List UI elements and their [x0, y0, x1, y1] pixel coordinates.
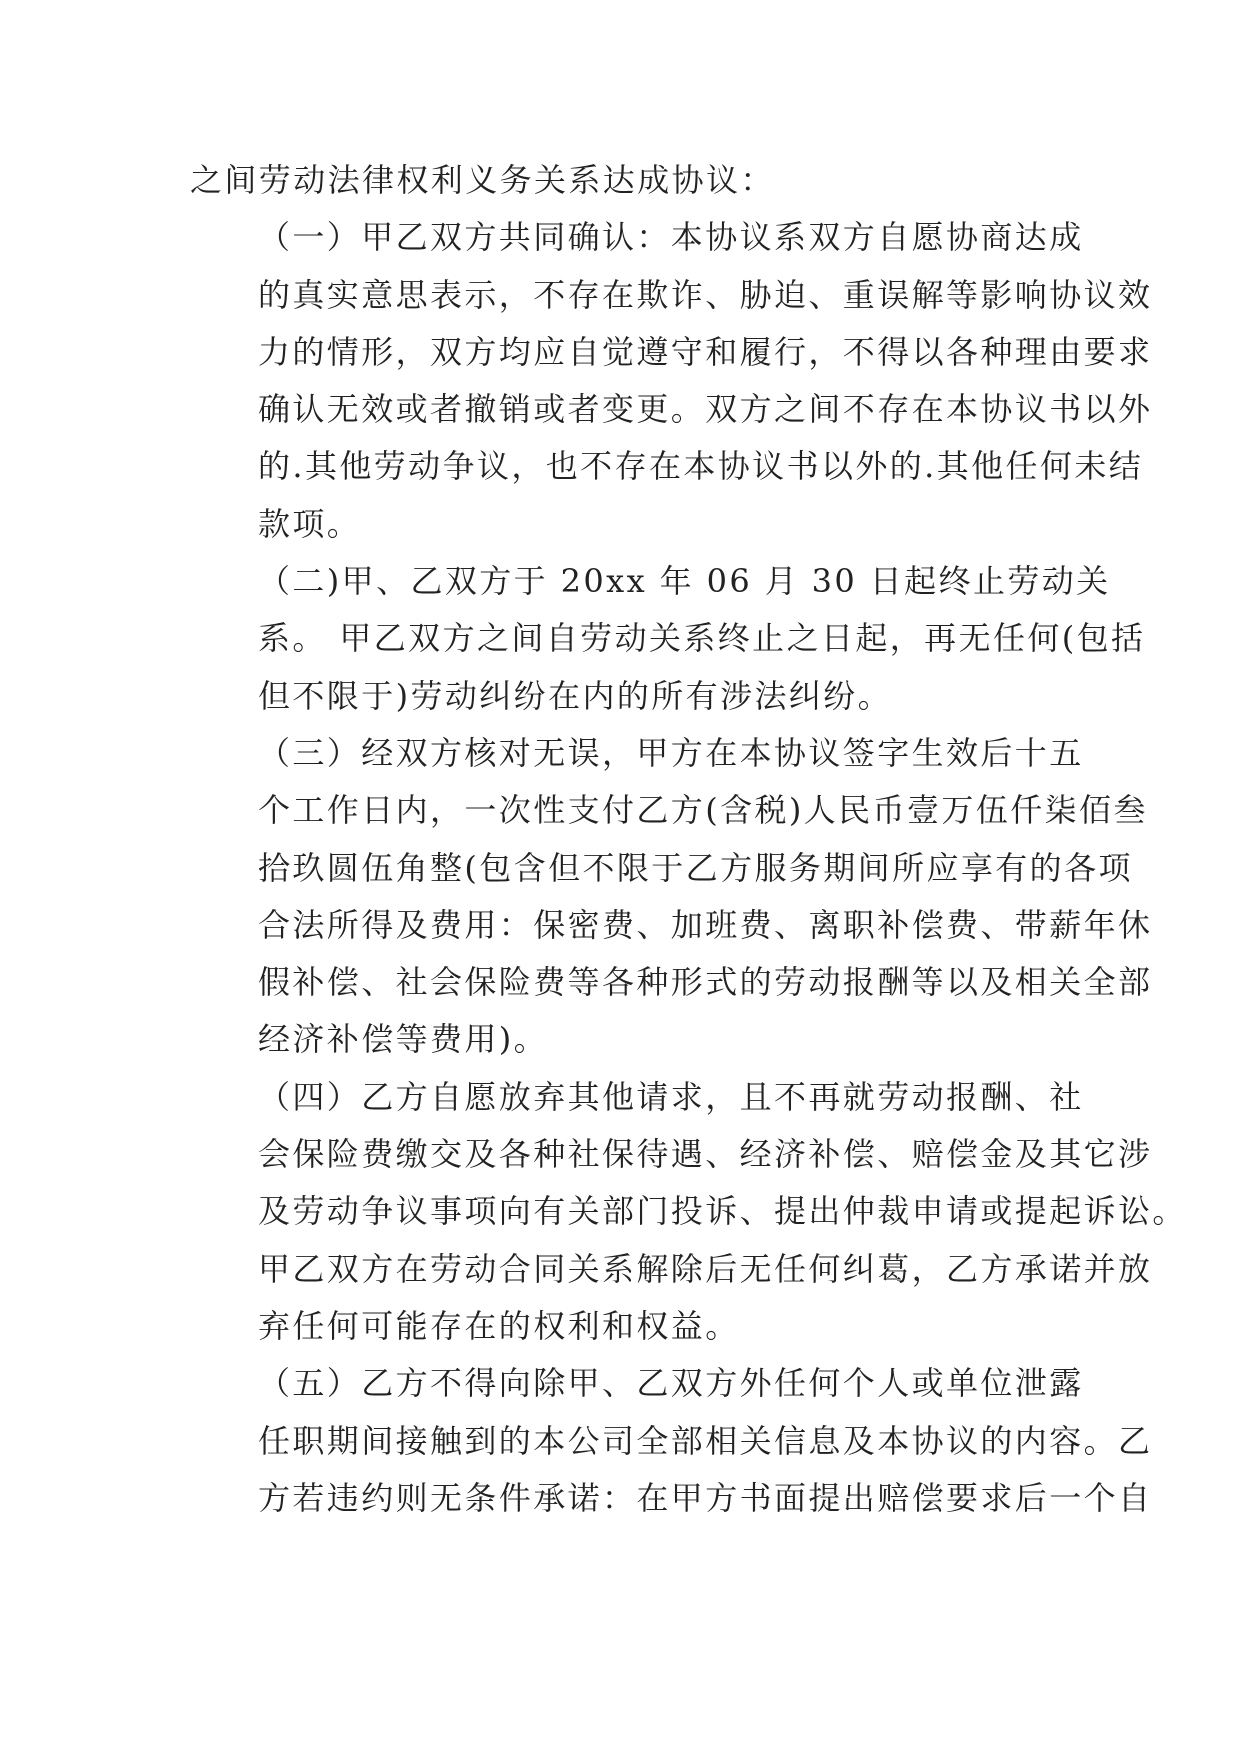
text-line: 及劳动争议事项向有关部门投诉、提出仲裁申请或提起诉讼。 — [258, 1192, 1187, 1231]
paragraph-clause-3 — [190, 725, 1153, 1069]
text-line: 的.其他劳动争议，也不存在本协议书以外的.其他任何未结 — [258, 447, 1144, 486]
text-line: 合法所得及费用：保密费、加班费、离职补偿费、带薪年休 — [258, 905, 1153, 944]
text-line: 弃任何可能存在的权利和权益。 — [258, 1306, 740, 1345]
paragraph-intro — [190, 152, 1060, 209]
text-line: 的真实意思表示，不存在欺诈、胁迫、重误解等影响协议效 — [258, 275, 1153, 314]
text-line: 方若违约则无条件承诺：在甲方书面提出赔偿要求后一个自 — [258, 1478, 1153, 1517]
text-line: 假补偿、社会保险费等各种形式的劳动报酬等以及相关全部 — [258, 963, 1153, 1002]
text-line: （二)甲、乙双方于 20xx 年 06 月 30 日起终止劳动关 — [258, 562, 1111, 601]
text-line: 个工作日内，一次性支付乙方(含税)人民币壹万伍仟柒佰叁 — [258, 791, 1148, 830]
document-body — [190, 152, 1187, 1527]
text-line: 力的情形，双方均应自觉遵守和履行，不得以各种理由要求 — [258, 332, 1153, 371]
text-line: 会保险费缴交及各种社保待遇、经济补偿、赔偿金及其它涉 — [258, 1135, 1153, 1174]
text-line: （五）乙方不得向除甲、乙双方外任何个人或单位泄露 — [258, 1364, 1084, 1403]
text-line: （三）经双方核对无误，甲方在本协议签字生效后十五 — [258, 733, 1084, 772]
paragraph-clause-1 — [190, 209, 1153, 553]
paragraph-clause-4 — [190, 1069, 1187, 1355]
paragraph-clause-5 — [190, 1355, 1153, 1527]
text-line: 但不限于)劳动纠纷在内的所有涉法纠纷。 — [258, 676, 893, 715]
text-line: 之间劳动法律权利义务关系达成协议： — [190, 161, 775, 199]
text-line: 拾玖圆伍角整(包含但不限于乙方服务期间所应享有的各项 — [258, 848, 1133, 887]
text-line: （四）乙方自愿放弃其他请求，且不再就劳动报酬、社 — [258, 1077, 1084, 1116]
text-line: 确认无效或者撤销或者变更。双方之间不存在本协议书以外 — [258, 390, 1153, 429]
text-line: 任职期间接触到的本公司全部相关信息及本协议的内容。乙 — [258, 1421, 1153, 1460]
paragraph-clause-2 — [190, 553, 1146, 725]
text-line: 甲乙双方在劳动合同关系解除后无任何纠葛，乙方承诺并放 — [258, 1249, 1153, 1288]
text-line: 系。 甲乙双方之间自劳动关系终止之日起，再无任何(包括 — [258, 619, 1146, 658]
text-line: （一）甲乙双方共同确认：本协议系双方自愿协商达成 — [258, 218, 1084, 257]
text-line: 经济补偿等费用)。 — [258, 1020, 549, 1059]
text-line: 款项。 — [258, 504, 362, 543]
